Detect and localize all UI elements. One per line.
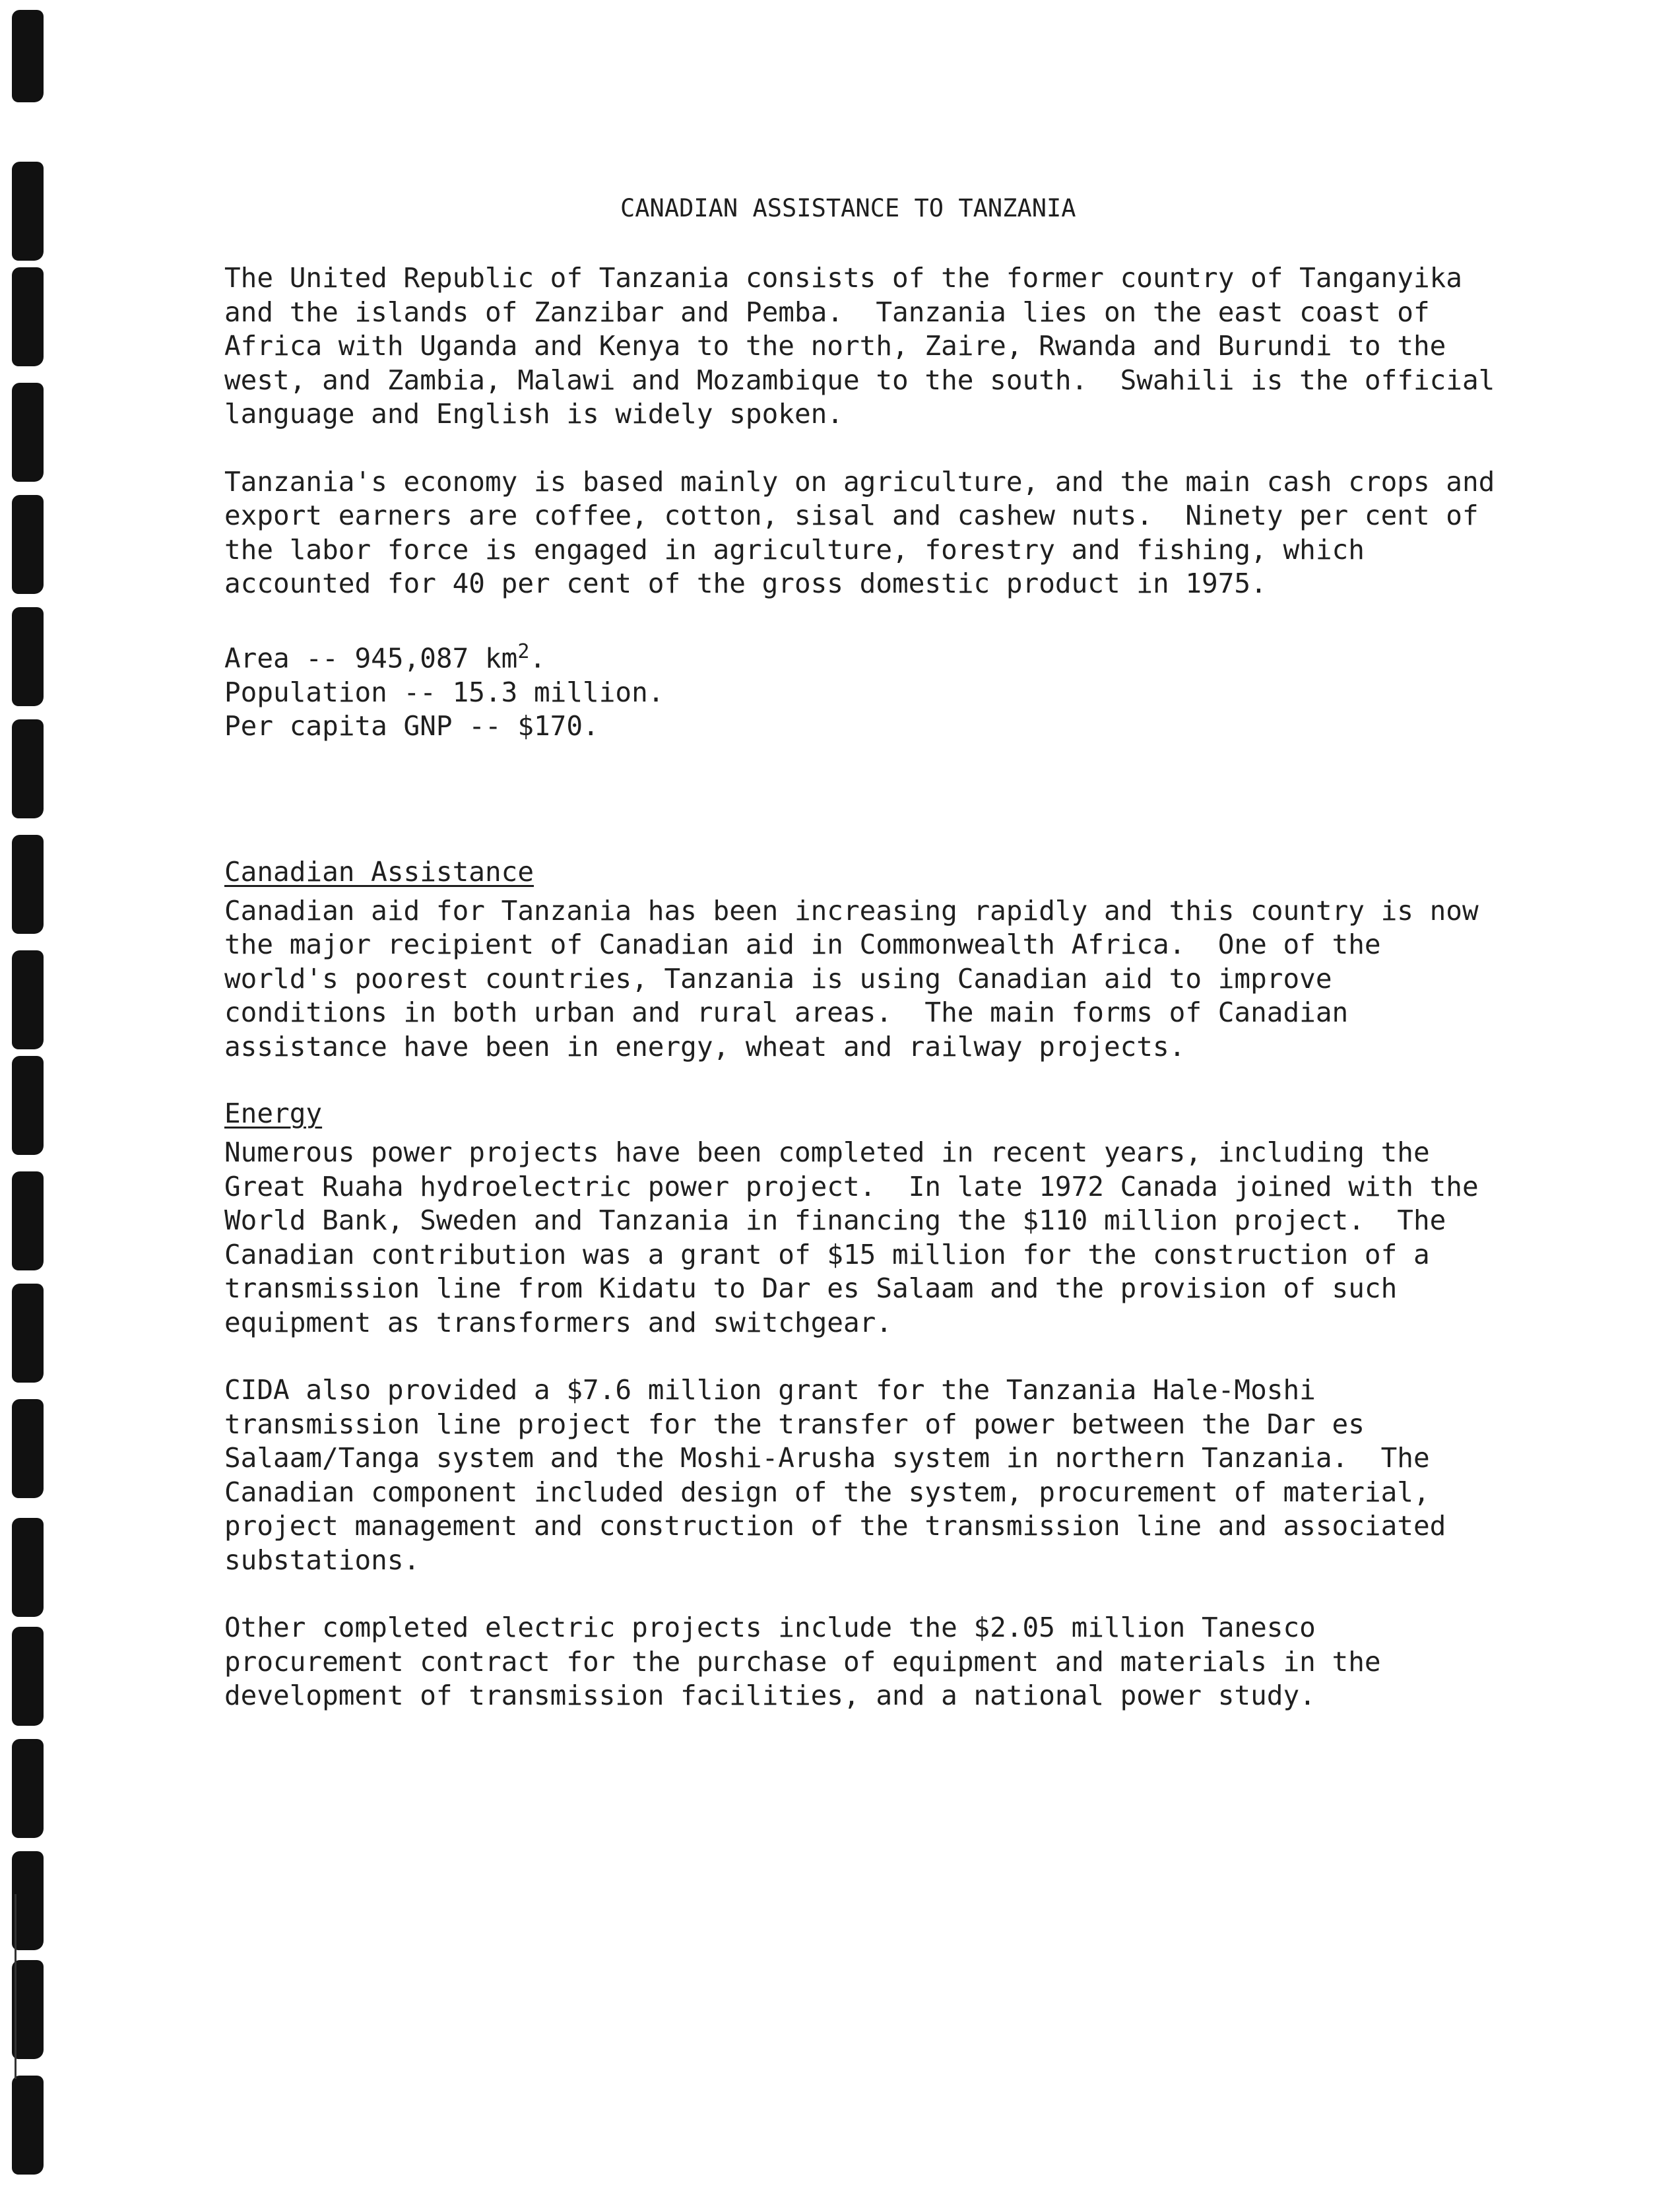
- text-line: Canadian contribution was a grant of $15 million for the construction of a: [224, 1238, 1430, 1270]
- document-body: [224, 191, 1544, 1713]
- binder-hole: [12, 1851, 44, 1950]
- binder-hole: [12, 950, 44, 1049]
- energy-heading: Energy: [224, 1098, 323, 1130]
- text-line: Canadian component included design of the system, procurement of material,: [224, 1476, 1430, 1508]
- binder-hole: [12, 267, 44, 366]
- document-title: CANADIAN ASSISTANCE TO TANZANIA: [620, 194, 1076, 222]
- binder-hole: [12, 1627, 44, 1726]
- binder-hole: [12, 1960, 44, 2059]
- energy-paragraph-1: [224, 1136, 1544, 1340]
- text-line: accounted for 40 per cent of the gross domestic product in 1975.: [224, 568, 1267, 599]
- area-fact: [224, 635, 1544, 676]
- binder-hole: [12, 1518, 44, 1617]
- text-line: the major recipient of Canadian aid in Commonwealth Africa. One of the: [224, 929, 1381, 961]
- canadian-assistance-heading-row: [224, 856, 1544, 894]
- energy-paragraph-2: [224, 1373, 1544, 1577]
- text-line: World Bank, Sweden and Tanzania in financing the $110 million project. The: [224, 1204, 1446, 1237]
- text-line: the labor force is engaged in agriculture, forestry and fishing, which: [224, 533, 1365, 566]
- text-line: equipment as transformers and switchgear.: [224, 1306, 893, 1338]
- text-line: substations.: [224, 1544, 420, 1576]
- binder-hole: [12, 1739, 44, 1838]
- binder-hole: [12, 495, 44, 594]
- text-line: west, and Zambia, Malawi and Mozambique to the south. Swahili is the official: [224, 364, 1495, 396]
- area-suffix: .: [529, 642, 546, 674]
- text-line: world's poorest countries, Tanzania is using Canadian aid to improve: [224, 962, 1332, 995]
- area-superscript: 2: [517, 639, 530, 663]
- binder-hole: [12, 383, 44, 482]
- binder-holes: [12, 0, 51, 2197]
- binder-hole: [12, 10, 44, 102]
- text-line: language and English is widely spoken.: [224, 398, 843, 430]
- area-value: 945,087 km: [354, 642, 518, 674]
- binder-hole: [12, 1284, 44, 1383]
- binder-hole: [12, 162, 44, 261]
- binder-hole: [12, 719, 44, 818]
- text-line: Numerous power projects have been completed in recent years, including the: [224, 1136, 1430, 1169]
- binder-hole: [12, 1171, 44, 1270]
- canadian-assistance-paragraph: [224, 894, 1544, 1065]
- energy-paragraph-3: [224, 1611, 1544, 1713]
- text-line: assistance have been in energy, wheat and railway projects.: [224, 1030, 1186, 1063]
- intro-paragraph: [224, 261, 1544, 432]
- text-line: Africa with Uganda and Kenya to the north, Zaire, Rwanda and Burundi to the: [224, 330, 1446, 362]
- binder-hole: [12, 1399, 44, 1498]
- economy-paragraph: [224, 465, 1544, 601]
- text-line: procurement contract for the purchase of equipment and materials in the: [224, 1645, 1381, 1678]
- text-line: The United Republic of Tanzania consists of the former country of Tanganyika: [224, 262, 1462, 294]
- text-line: CIDA also provided a $7.6 million grant for the Tanzania Hale-Moshi: [224, 1374, 1316, 1406]
- text-line: transmission line project for the transfer of power between the Dar es: [224, 1408, 1365, 1440]
- energy-heading-row: [224, 1098, 1544, 1136]
- text-line: export earners are coffee, cotton, sisal and cashew nuts. Ninety per cent of: [224, 500, 1479, 531]
- text-line: Other completed electric projects include the $2.05 million Tanesco: [224, 1612, 1316, 1644]
- binder-hole: [12, 607, 44, 706]
- country-facts: [224, 635, 1544, 744]
- binder-hole: [12, 2076, 44, 2175]
- text-line: Salaam/Tanga system and the Moshi-Arusha system in northern Tanzania. The: [224, 1442, 1430, 1474]
- text-line: transmission line from Kidatu to Dar es Salaam and the provision of such: [224, 1272, 1398, 1305]
- canadian-assistance-heading: Canadian Assistance: [224, 855, 534, 888]
- binder-hole: [12, 835, 44, 934]
- text-line: conditions in both urban and rural areas. The main forms of Canadian: [224, 997, 1349, 1029]
- text-line: project management and construction of the transmission line and associated: [224, 1510, 1446, 1542]
- binder-edge-line: [15, 1894, 16, 2079]
- binder-hole: [12, 1056, 44, 1155]
- text-line: development of transmission facilities, and a national power study.: [224, 1680, 1316, 1712]
- text-line: Canadian aid for Tanzania has been increasing rapidly and this country is now: [224, 894, 1479, 927]
- text-line: Tanzania's economy is based mainly on agriculture, and the main cash crops and: [224, 465, 1495, 498]
- area-label: Area --: [224, 642, 355, 674]
- population-fact: Population -- 15.3 million.: [224, 676, 664, 708]
- text-line: Great Ruaha hydroelectric power project. In late 1972 Canada joined with the: [224, 1170, 1479, 1202]
- gnp-fact: Per capita GNP -- $170.: [224, 710, 599, 742]
- text-line: and the islands of Zanzibar and Pemba. Tanzania lies on the east coast of: [224, 296, 1430, 328]
